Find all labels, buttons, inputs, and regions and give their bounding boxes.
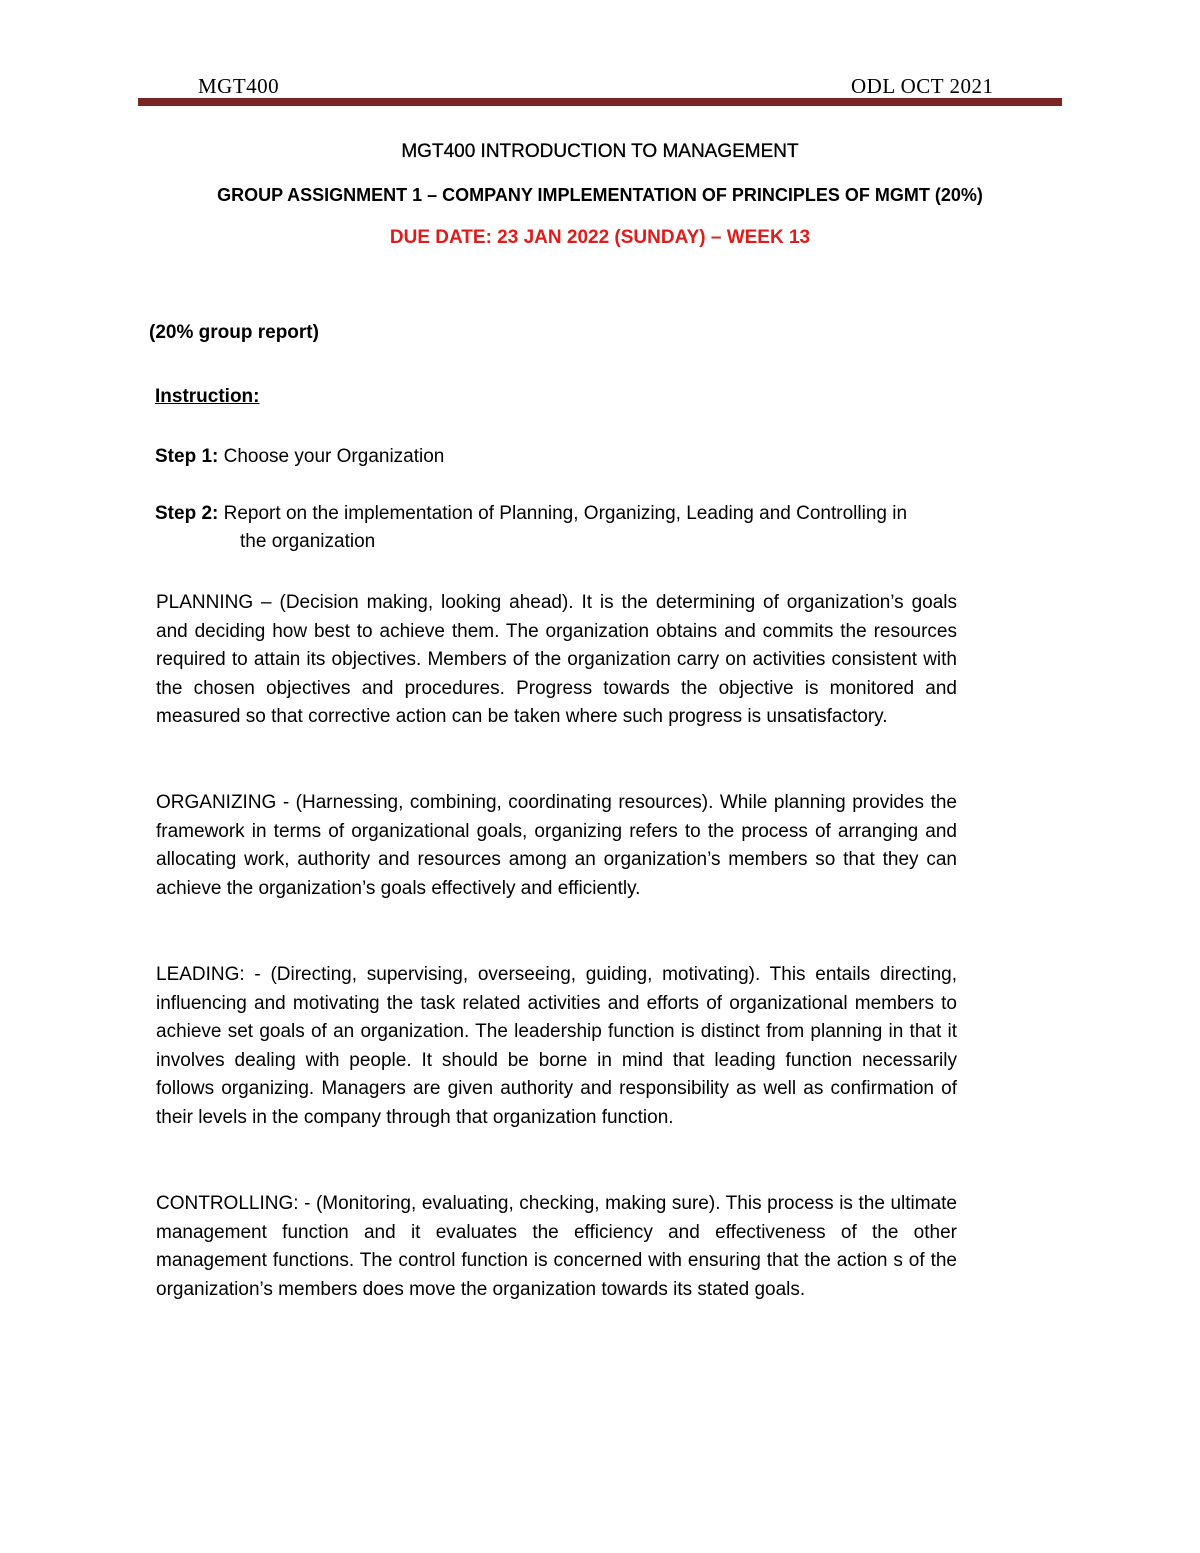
course-title: MGT400 INTRODUCTION TO MANAGEMENT (401, 141, 799, 162)
assignment-title: GROUP ASSIGNMENT 1 – COMPANY IMPLEMENTATION OF PRINCIPLES OF MGMT (20%) (217, 185, 983, 205)
planning-paragraph: PLANNING – (Decision making, looking ahead). It is the determining of organization’s goals and deciding how best to achieve them. The organization obtains and commits the resources required to attain its objectives. Members of the organization carry on activities consistent with the chosen objectives and procedures. Progress towards the objective is monitored and measured so that corrective action can be taken where such progress is unsatisfactory. (156, 592, 957, 728)
organizing-paragraph: ORGANIZING - (Harnessing, combining, coordinating resources). While planning provides the framework in terms of organizational goals, organizing refers to the process of arranging and allocating work, authority and resources among an organization’s members so that they can achieve the organization’s goals effectively and efficiently. (156, 792, 957, 899)
due-date: DUE DATE: 23 JAN 2022 (SUNDAY) – WEEK 13 (389, 227, 811, 248)
report-weight-note: (20% group report) (149, 322, 319, 343)
instruction-heading: Instruction: (155, 386, 260, 407)
step-2-text: Report on the implementation of Planning, Organizing, Leading and Controlling in (218, 503, 908, 524)
step-1-label: Step 1: (155, 446, 219, 467)
step-2-label: Step 2: (155, 503, 219, 524)
controlling-paragraph: CONTROLLING: - (Monitoring, evaluating, checking, making sure). This process is the ultimate management function and it evaluates the efficiency and effectiveness of the other management functions. The control function is concerned with ensuring that the action s of the organization’s members does move the organization towards its stated goals. (156, 1193, 957, 1300)
step-1-text: Choose your Organization (218, 446, 445, 467)
step-2 (155, 503, 1035, 553)
header-semester: ODL OCT 2021 (851, 74, 994, 98)
step-2-text-continued: the organization (240, 531, 376, 552)
header-divider (138, 98, 1062, 106)
leading-paragraph: LEADING: - (Directing, supervising, overseeing, guiding, motivating). This entails directing, influencing and motivating the task related activities and efforts of organizational members to achieve set goals of an organization. The leadership function is distinct from planning in that it involves dealing with people. It should be borne in mind that leading function necessarily follows organizing. Managers are given authority and responsibility as well as confirmation of their levels in the company through that organization function. (156, 964, 957, 1128)
header-course-code: MGT400 (198, 74, 280, 98)
step-1 (155, 446, 444, 468)
